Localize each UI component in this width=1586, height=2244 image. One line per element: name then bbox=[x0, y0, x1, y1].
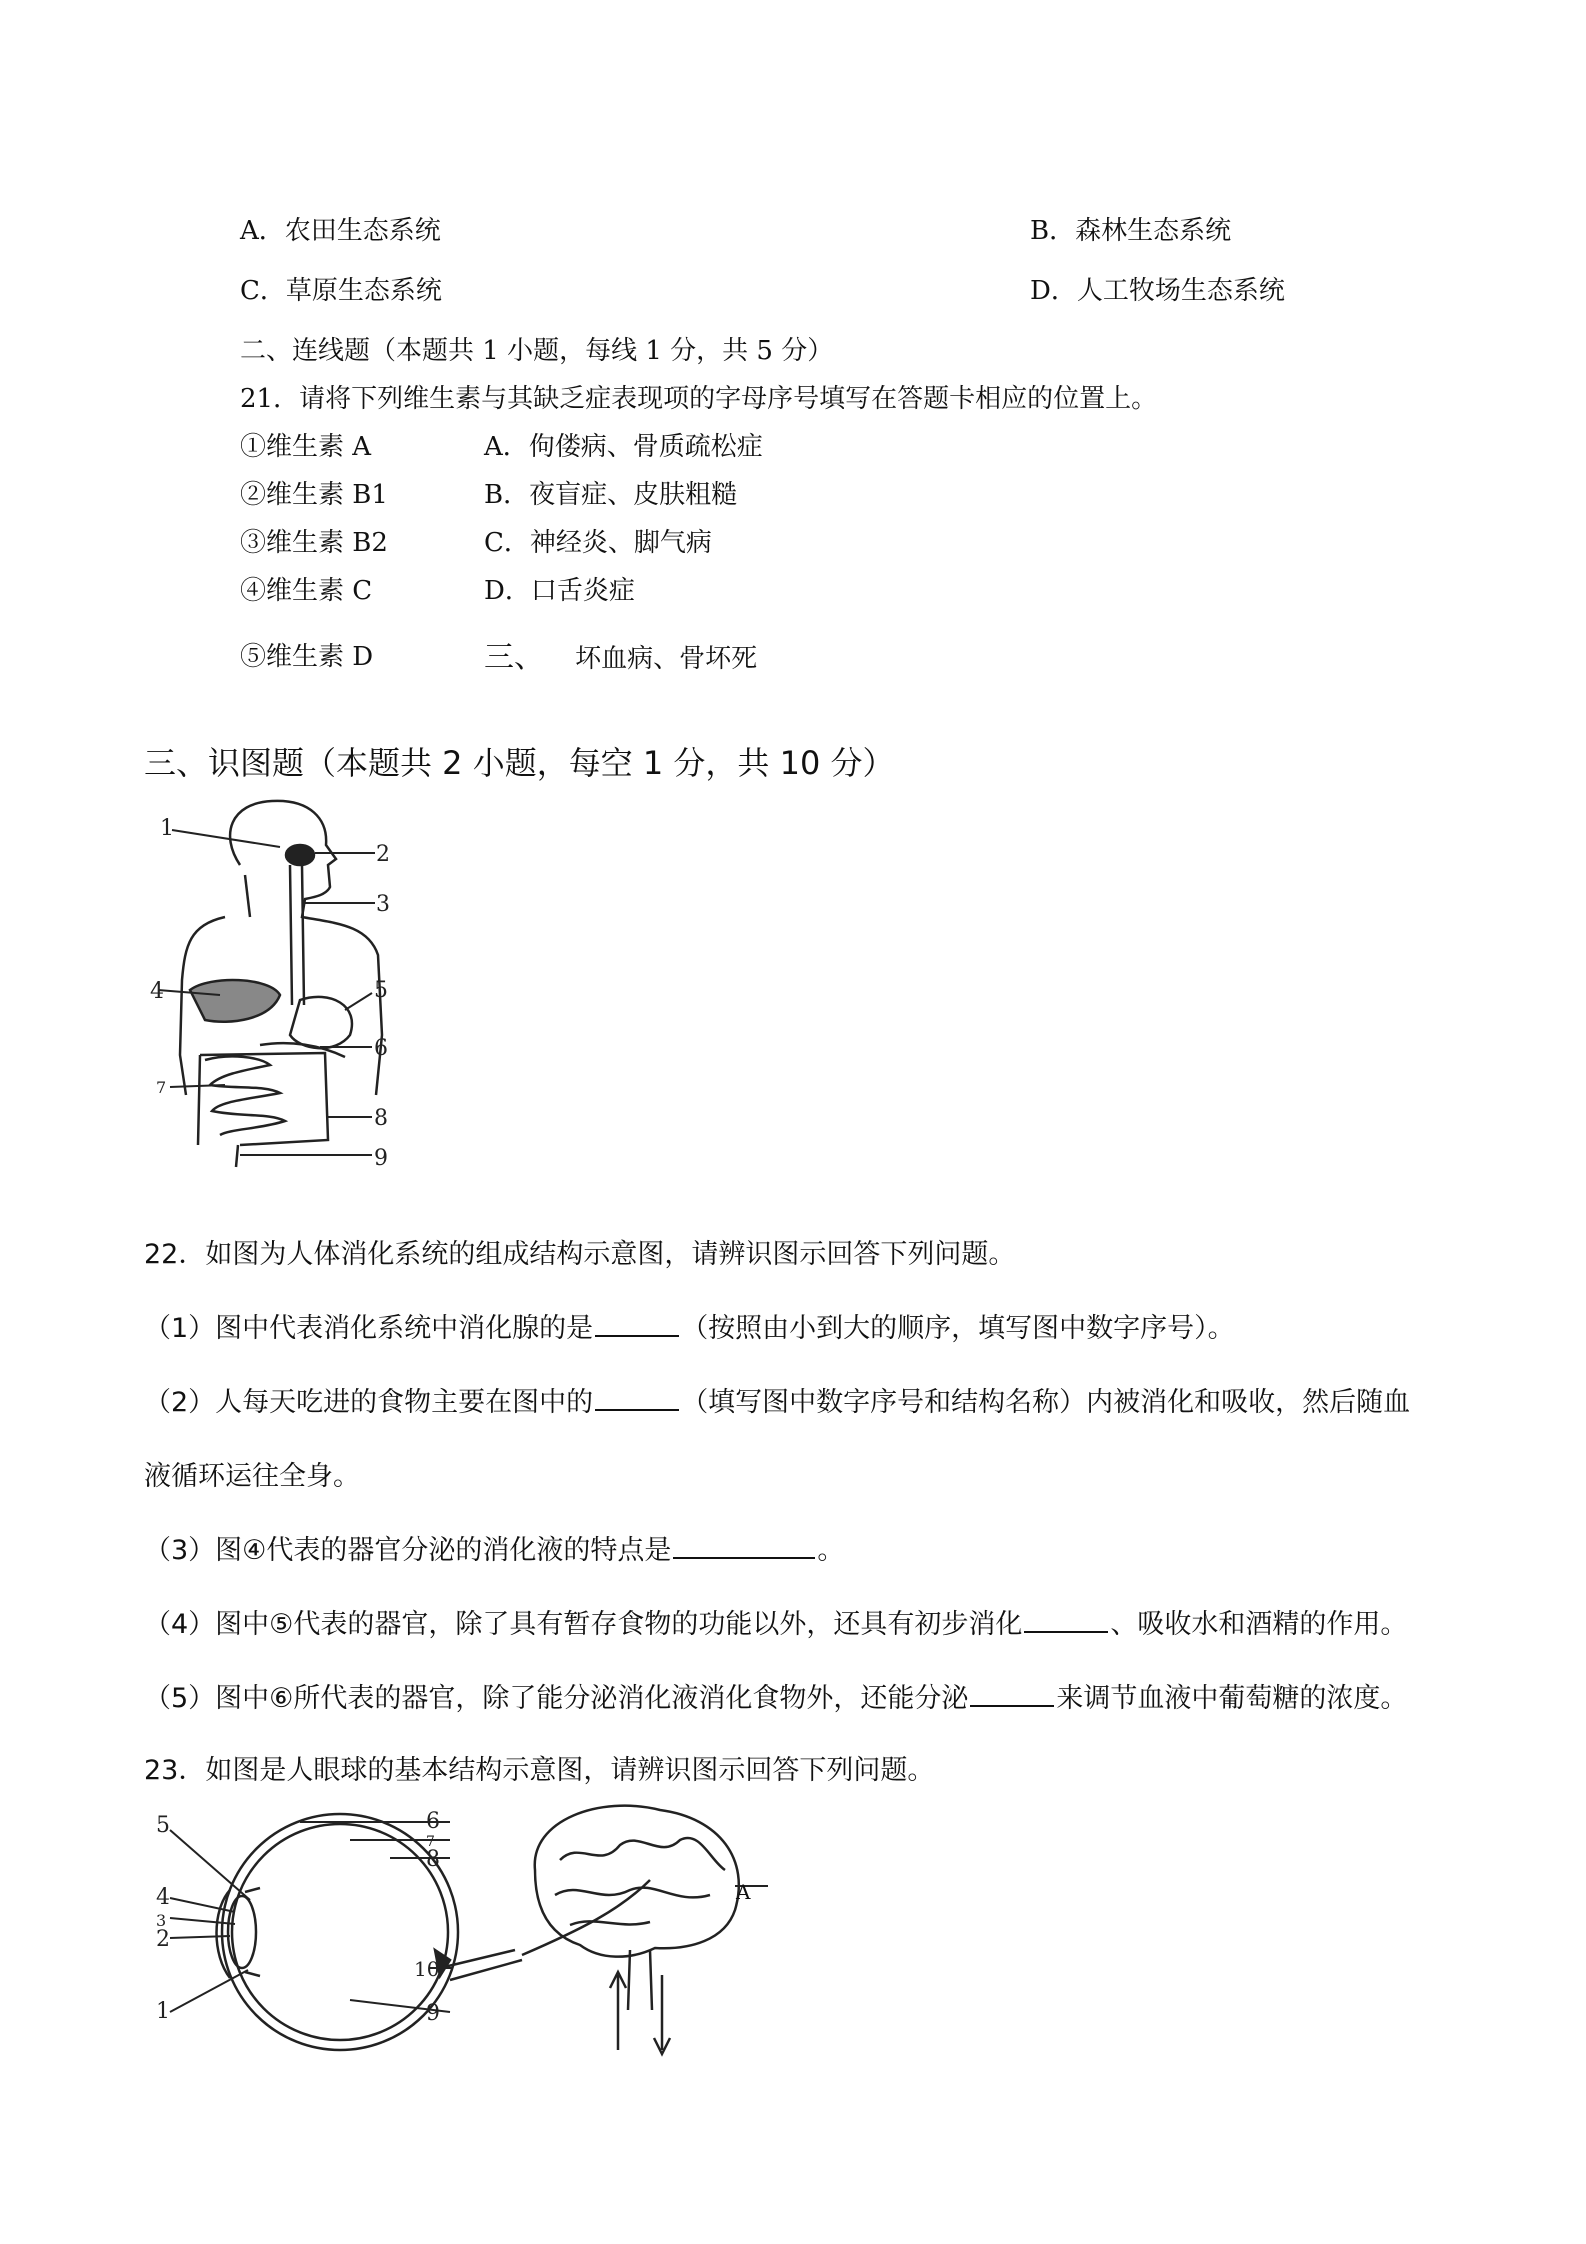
answer-blank-3[interactable] bbox=[673, 1533, 815, 1559]
brainstem-shape bbox=[628, 1950, 652, 2010]
option-b: B．森林生态系统 bbox=[1030, 216, 1232, 246]
eye-label-7: 7 bbox=[426, 1834, 435, 1850]
q22-part1-a: （1）图中代表消化系统中消化腺的是 bbox=[144, 1313, 594, 1344]
eye-label-5: 5 bbox=[156, 1813, 170, 1838]
q22-part1-b: （按照由小到大的顺序，填写图中数字序号）。 bbox=[681, 1313, 1235, 1344]
answer-blank-2[interactable] bbox=[595, 1385, 679, 1411]
option-d: D．人工牧场生态系统 bbox=[1030, 276, 1285, 306]
eye-label-4: 4 bbox=[156, 1885, 170, 1910]
digestive-label-3: 3 bbox=[376, 892, 390, 917]
section3-title: 三、识图题（本题共 2 小题，每空 1 分，共 10 分） bbox=[144, 744, 895, 782]
eye-label-10: 10 bbox=[414, 1957, 440, 1981]
body-outline bbox=[180, 801, 382, 1095]
liver-shape bbox=[190, 980, 280, 1022]
ciliary-shape bbox=[245, 1888, 260, 1976]
leader-5 bbox=[345, 993, 372, 1010]
q23-stem: 23．如图是人眼球的基本结构示意图，请辨识图示回答下列问题。 bbox=[144, 1755, 935, 1786]
eye-label-3: 3 bbox=[156, 1911, 167, 1930]
q22-part4-a: （4）图中⑤代表的器官，除了具有暂存食物的功能以外，还具有初步消化 bbox=[144, 1609, 1023, 1640]
q22-part2-b: （填写图中数字序号和结构名称）内被消化和吸收，然后随血 bbox=[681, 1387, 1411, 1418]
neck-left bbox=[245, 875, 250, 917]
rectum-shape bbox=[236, 1145, 238, 1167]
digestive-label-5: 5 bbox=[374, 978, 388, 1003]
q22-part5 bbox=[144, 1676, 1407, 1715]
leader-e1 bbox=[170, 1970, 248, 2012]
leader-e5 bbox=[170, 1830, 250, 1900]
digestive-label-1: 1 bbox=[160, 816, 174, 841]
brain-outline bbox=[535, 1806, 739, 1957]
vitamin-d: ⑤维生素 D bbox=[240, 642, 374, 672]
answer-blank-5[interactable] bbox=[970, 1681, 1054, 1707]
vitamin-a: ①维生素 A bbox=[240, 432, 372, 462]
q22-part2 bbox=[144, 1380, 1410, 1419]
q22-part5-a: （5）图中⑥所代表的器官，除了能分泌消化液消化食物外，还能分泌 bbox=[144, 1683, 969, 1714]
q22-part3-b: 。 bbox=[817, 1535, 845, 1566]
esophagus-shape bbox=[290, 865, 304, 1005]
option-a: A．农田生态系统 bbox=[240, 216, 441, 246]
vitamin-b1: ②维生素 B1 bbox=[240, 480, 388, 510]
eye-label-2: 2 bbox=[156, 1927, 170, 1952]
digestive-label-8: 8 bbox=[374, 1106, 388, 1131]
section2-title: 二、连线题（本题共 1 小题，每线 1 分，共 5 分） bbox=[240, 336, 834, 366]
option-c: C．草原生态系统 bbox=[240, 276, 442, 306]
eye-label-1: 1 bbox=[156, 1999, 170, 2024]
q22-part1 bbox=[144, 1306, 1235, 1345]
vitamin-c: ④维生素 C bbox=[240, 576, 373, 606]
symptom-e bbox=[484, 632, 757, 676]
digestive-label-2: 2 bbox=[376, 842, 390, 867]
symptom-e-text: 坏血病、骨坏死 bbox=[575, 644, 758, 674]
mouth-shape bbox=[286, 845, 314, 865]
symptom-b: B．夜盲症、皮肤粗糙 bbox=[484, 480, 738, 510]
answer-blank-1[interactable] bbox=[595, 1311, 679, 1337]
brain-folds bbox=[555, 1838, 725, 1925]
symptom-d: D．口舌炎症 bbox=[484, 576, 635, 606]
arrow-up bbox=[610, 1972, 626, 2050]
q22-part3-a: （3）图④代表的器官分泌的消化液的特点是 bbox=[144, 1535, 672, 1566]
leader-1 bbox=[172, 830, 280, 847]
eye-label-6: 6 bbox=[426, 1809, 440, 1834]
symptom-a: A．佝偻病、骨质疏松症 bbox=[484, 432, 763, 462]
q22-part4-b: 、吸收水和酒精的作用。 bbox=[1110, 1609, 1408, 1640]
digestive-label-6: 6 bbox=[374, 1036, 388, 1061]
small-intestine-shape bbox=[205, 1056, 285, 1135]
q22-part2-a: （2）人每天吃进的食物主要在图中的 bbox=[144, 1387, 594, 1418]
digestive-label-9: 9 bbox=[374, 1146, 388, 1170]
digestive-system-diagram bbox=[150, 795, 400, 1170]
q22-part4 bbox=[144, 1602, 1407, 1641]
optic-nerve-shape bbox=[440, 1950, 522, 1980]
eye-label-9: 9 bbox=[426, 2001, 440, 2026]
stomach-shape bbox=[290, 997, 352, 1048]
answer-blank-4[interactable] bbox=[1024, 1607, 1108, 1633]
arrow-down bbox=[654, 1975, 670, 2054]
vitamin-b2: ③维生素 B2 bbox=[240, 528, 388, 558]
digestive-label-7: 7 bbox=[156, 1078, 167, 1097]
symptom-e-marker: 三、 bbox=[484, 640, 544, 675]
leader-e3 bbox=[170, 1918, 235, 1924]
brain-label-a: A bbox=[736, 1880, 751, 1904]
eye-brain-diagram bbox=[150, 1800, 770, 2060]
eyeball-outer bbox=[222, 1814, 458, 2050]
eye-label-8: 8 bbox=[426, 1847, 440, 1872]
q21-stem: 21．请将下列维生素与其缺乏症表现项的字母序号填写在答题卡相应的位置上。 bbox=[240, 384, 1158, 414]
q22-stem: 22．如图为人体消化系统的组成结构示意图，请辨识图示回答下列问题。 bbox=[144, 1239, 1016, 1270]
q22-part2-cont: 液循环运往全身。 bbox=[144, 1461, 360, 1492]
digestive-label-4: 4 bbox=[150, 979, 164, 1004]
symptom-c: C．神经炎、脚气病 bbox=[484, 528, 712, 558]
q22-part3 bbox=[144, 1528, 844, 1567]
q22-part5-b: 来调节血液中葡萄糖的浓度。 bbox=[1056, 1683, 1408, 1714]
